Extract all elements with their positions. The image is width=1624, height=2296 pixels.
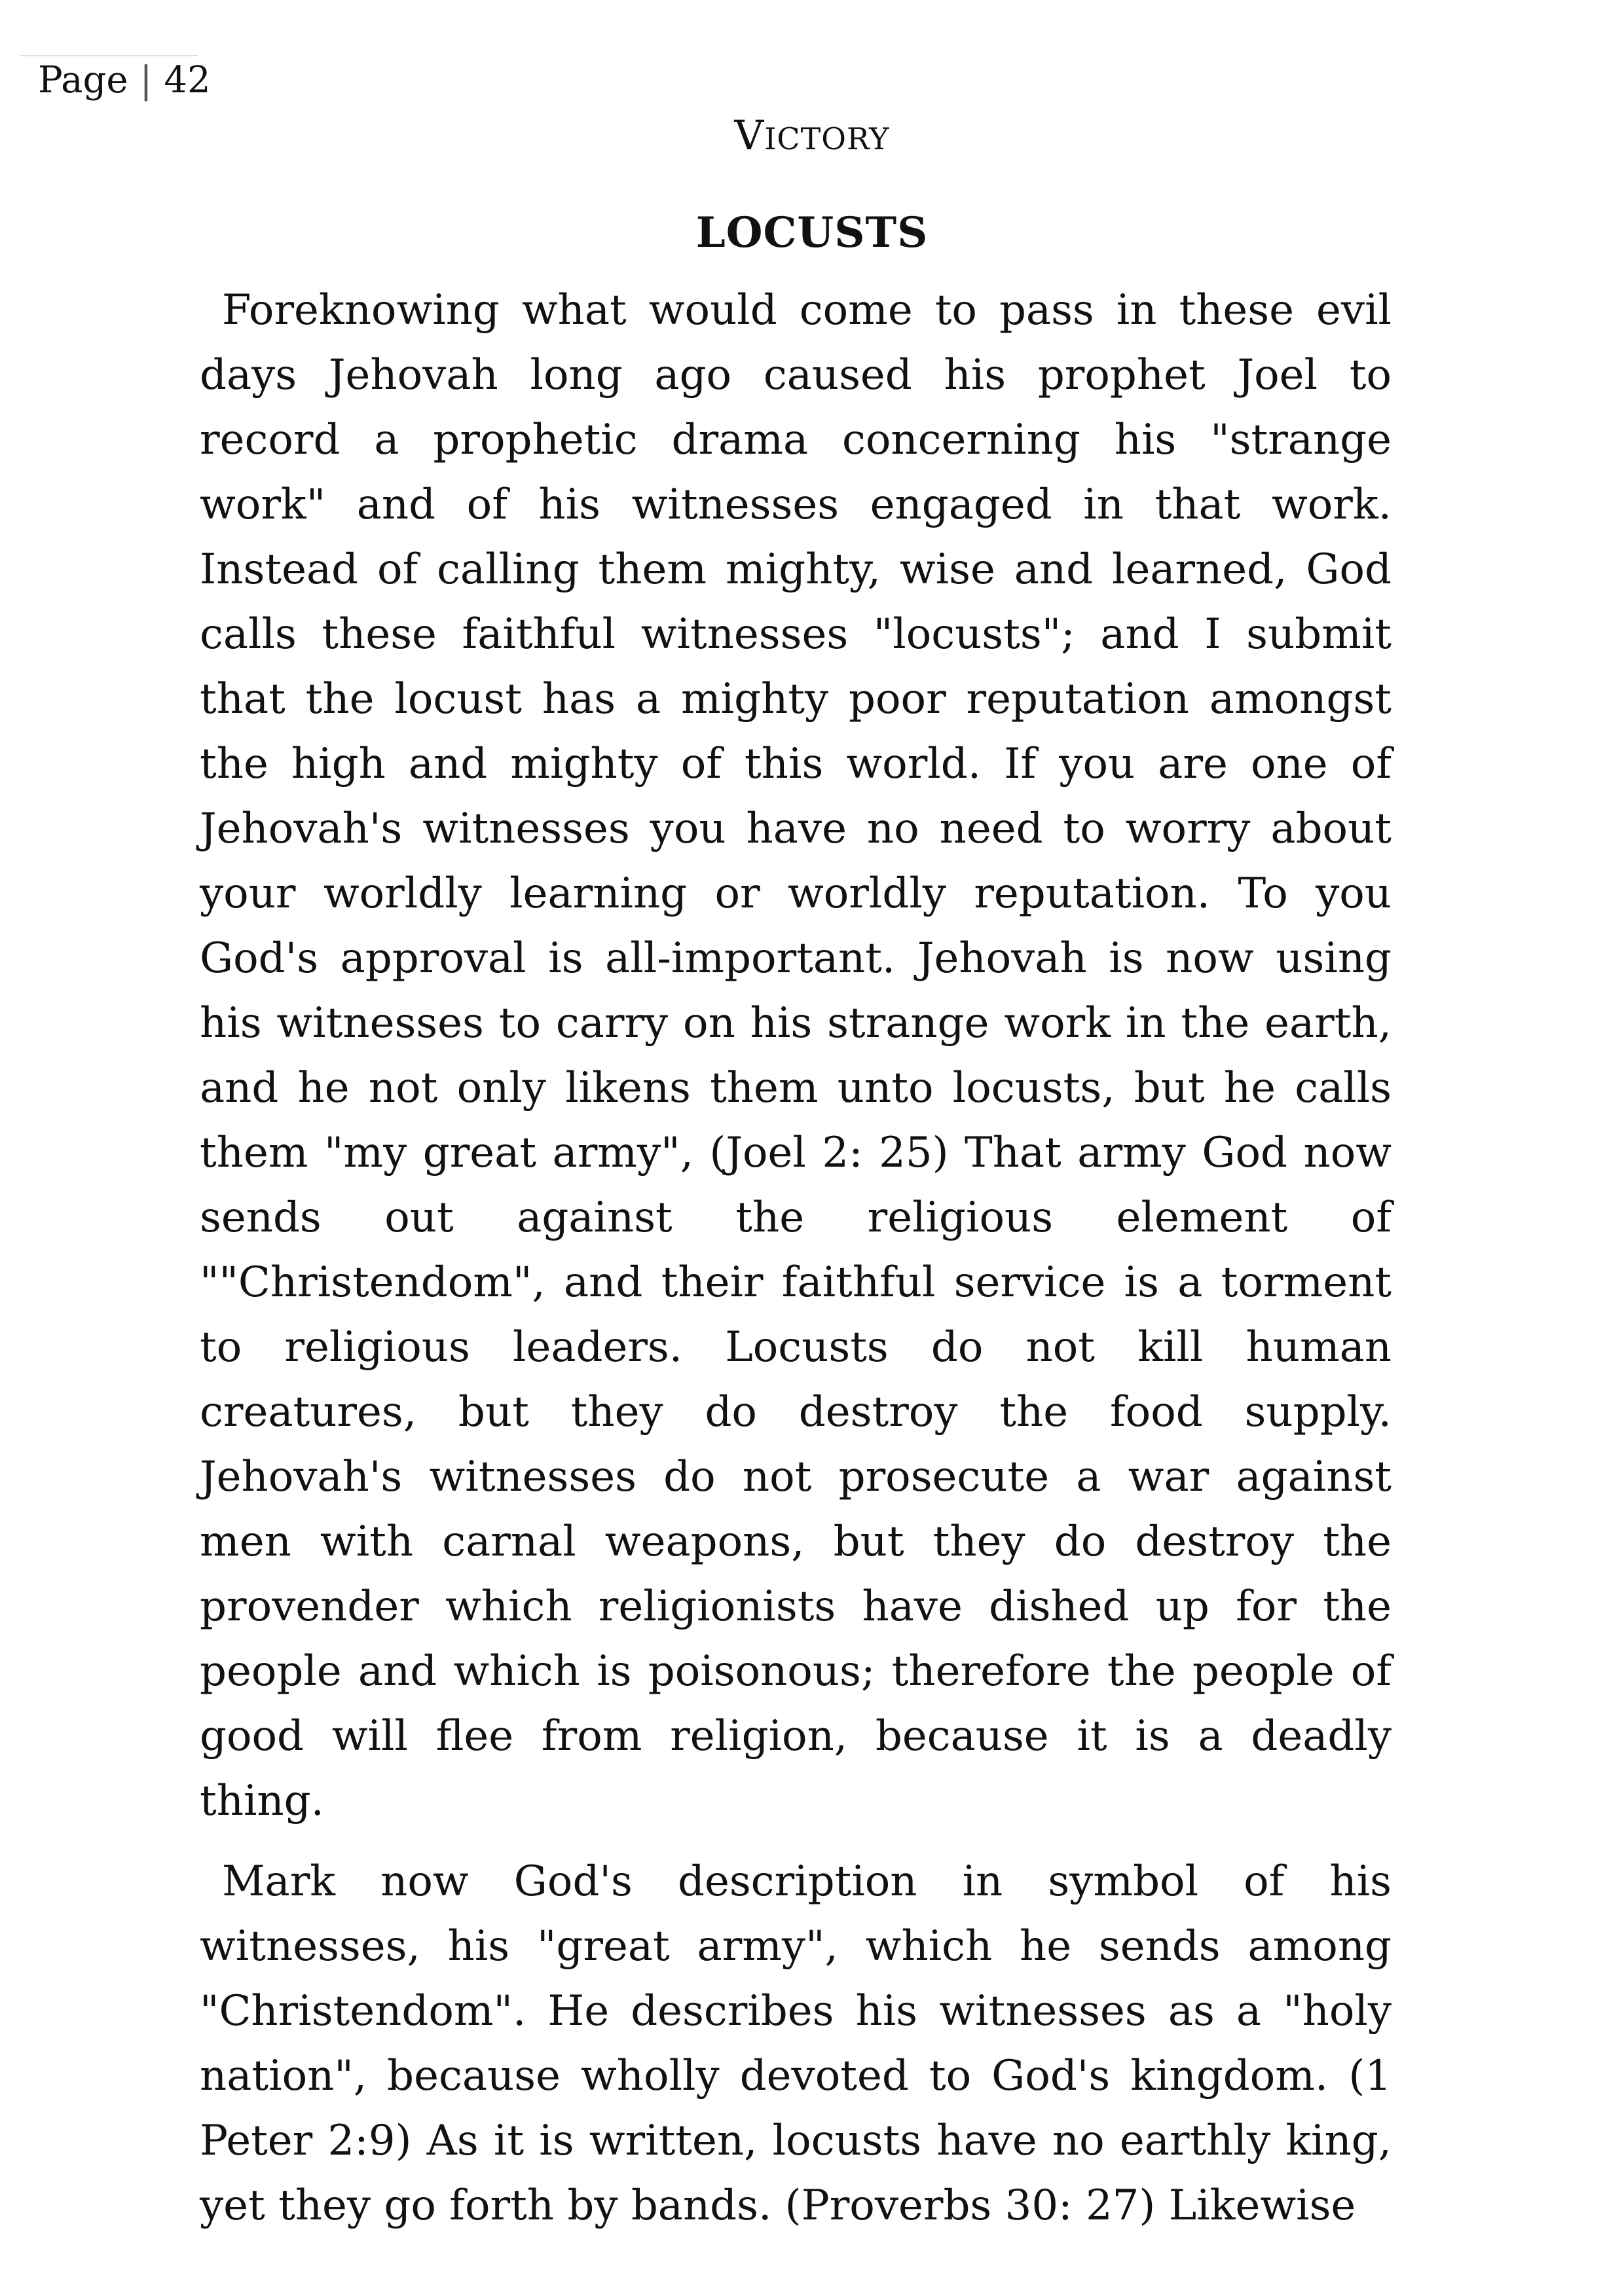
running-head: [0, 111, 1624, 159]
header-rule: [20, 55, 198, 56]
body-text: [200, 278, 1392, 2254]
page-separator: |: [139, 59, 153, 101]
paragraph: Mark now God's description in symbol of his witnesses, his "great army", which he sends among "Christendom". He describes his witnesses as a "holy nation", because wholly devoted to God's kingdom. (1 Peter 2:9) As it is written, locusts have no earthly king, yet they go forth by bands. (Proverbs 30: 27) Likewise: [200, 1857, 1392, 2230]
running-head-rest: ICTORY: [764, 121, 890, 156]
page-number: [38, 59, 211, 101]
running-head-initial: V: [734, 111, 765, 159]
page-label: Page: [38, 59, 128, 101]
page-number-value: 42: [164, 59, 211, 101]
paragraph: Foreknowing what would come to pass in these evil days Jehovah long ago caused his prophet Joel to record a prophetic drama concerning his "strange work" and of his witnesses engaged in that work. Instead of calling them mighty, wise and learned, God calls these faithful witnesses "locusts"; and I submit that the locust has a mighty poor reputation amongst the high and mighty of this world. If you are one of Jehovah's witnesses you have no need to worry about your worldly learning or worldly reputation. To you God's approval is all-important. Jehovah is now using his witnesses to carry on his strange work in the earth, and he not only likens them unto locusts, but he calls them "my great army", (Joel 2: 25) That army God now sends out against the religious element of ""Christendom", and their faithful service is a torment to religious leaders. Locusts do not kill human creatures, but they do destroy the food supply. Jehovah's witnesses do not prosecute a war against men with carnal weapons, but they do destroy the provender which religionists have dished up for the people and which is poisonous; therefore the people of good will flee from religion, because it is a deadly thing.: [200, 286, 1392, 1825]
chapter-title: LOCUSTS: [695, 208, 929, 257]
